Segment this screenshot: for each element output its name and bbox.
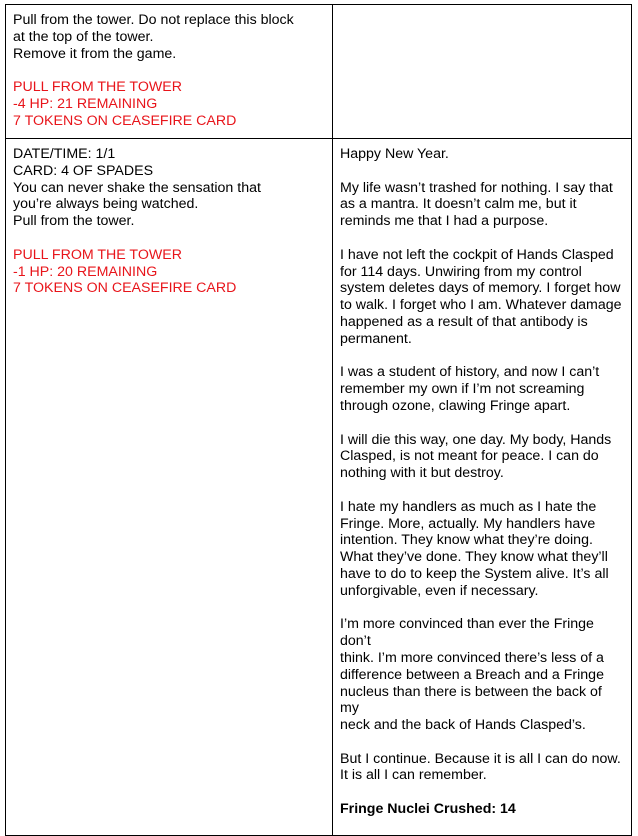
- journal-paragraph: I hate my handlers as much as I hate the Fringe. More, actually. My handlers have intention. They know what they’re doing. What they’ve done. They know what they’ll have to do to keep the System alive. It’s all unforgivable, even if necessary.: [340, 498, 609, 599]
- rule-line: Pull from the tower. Do not replace this block: [13, 12, 294, 28]
- hp-line: -1 HP: 20 REMAINING: [13, 263, 158, 280]
- table-row: [6, 139, 632, 836]
- journal-paragraph: I’m more convinced than ever the Fringe don’t think. I’m more convinced there’s less of a difference between a Breach and a Fringe nucleus than there is between the back of my neck and the back of Hands Clasped’s.: [340, 616, 604, 734]
- journal-paragraph: But I continue. Because it is all I can do now. It is all I can remember.: [340, 750, 621, 784]
- entry-1-journal-cell: [333, 5, 632, 139]
- journal-paragraph: Happy New Year.: [340, 146, 449, 162]
- tokens-line: 7 TOKENS ON CEASEFIRE CARD: [13, 112, 237, 129]
- journal-paragraph: I was a student of history, and now I can’t remember my own if I’m not screaming through ozone, clawing Fringe apart.: [340, 364, 600, 414]
- nuclei-tally: Fringe Nuclei Crushed: 14: [340, 801, 516, 818]
- rule-line: Remove it from the game.: [13, 45, 177, 62]
- entry-2-journal-cell: [333, 139, 632, 836]
- hp-line: -4 HP: 21 REMAINING: [13, 95, 158, 112]
- entry-1-rules-cell: [6, 5, 333, 139]
- action-line: PULL FROM THE TOWER: [13, 246, 182, 263]
- date-time-line: DATE/TIME: 1/1: [13, 146, 116, 162]
- spacer: [13, 62, 325, 79]
- card-line: CARD: 4 OF SPADES: [13, 162, 154, 179]
- journal-paragraph: I will die this way, one day. My body, Hands Clasped, is not meant for peace. I can do nothing with it but destroy.: [340, 431, 612, 482]
- action-line: PULL FROM THE TOWER: [13, 79, 182, 96]
- journal-paragraph: My life wasn’t trashed for nothing. I say that as a mantra. It doesn’t calm me, but it reminds me that I had a purpose.: [340, 179, 613, 230]
- rule-line: at the top of the tower.: [13, 28, 154, 45]
- table-row: [6, 5, 632, 139]
- prompt-line: You can never shake the sensation that: [13, 179, 261, 196]
- journal-table: [5, 4, 632, 836]
- journal-paragraph: I have not left the cockpit of Hands Clasped for 114 days. Unwiring from my control system deletes days of memory. I forget how to walk. I forget who I am. Whatever damage happened as a result of that antibody is permanent.: [340, 246, 622, 347]
- entry-2-rules-cell: [6, 139, 333, 836]
- prompt-line: you’re always being watched.: [13, 196, 199, 213]
- tokens-line: 7 TOKENS ON CEASEFIRE CARD: [13, 280, 237, 297]
- instruction-line: Pull from the tower.: [13, 213, 135, 230]
- spacer: [13, 230, 325, 247]
